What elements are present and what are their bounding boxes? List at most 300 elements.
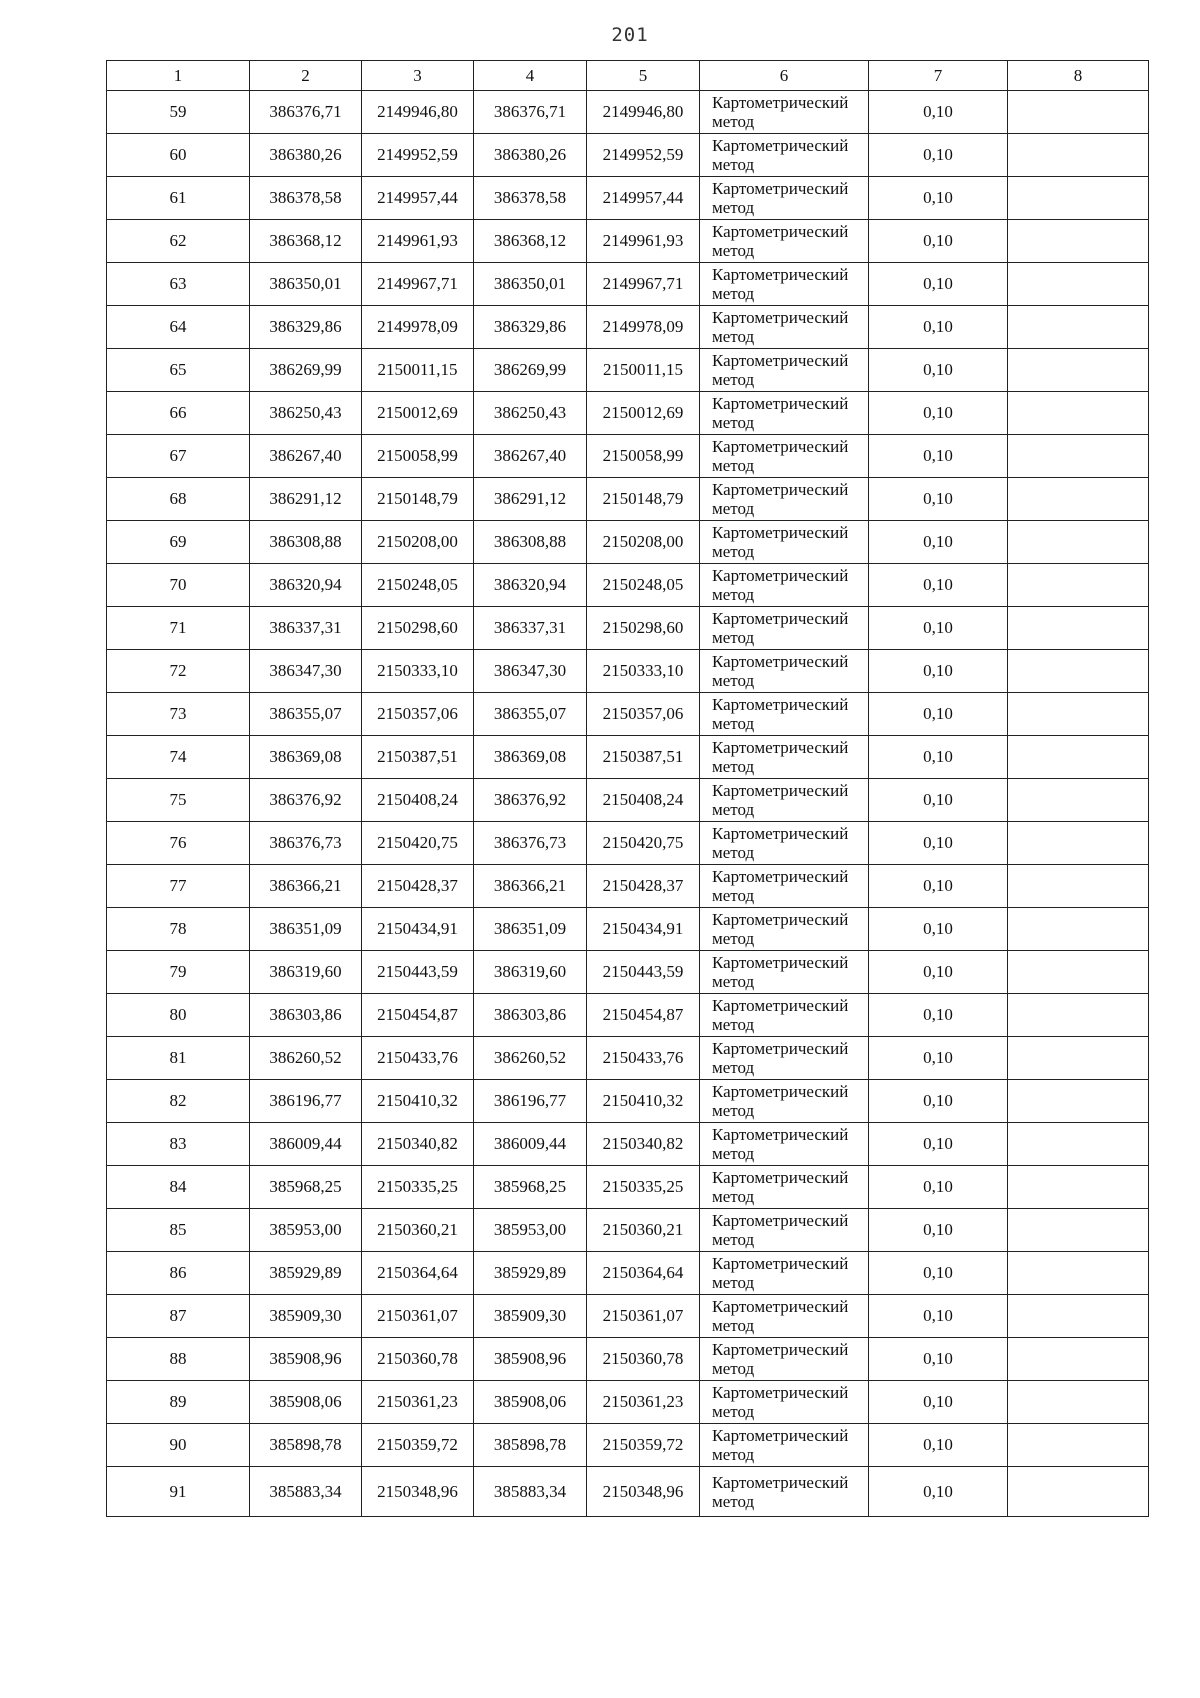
method-line-2: метод bbox=[712, 1101, 755, 1120]
x-coordinate-cell: 386378,58 bbox=[250, 177, 362, 220]
notes-cell bbox=[1008, 1209, 1149, 1252]
y-coordinate-cell: 2150387,51 bbox=[587, 736, 700, 779]
point-number-cell: 84 bbox=[107, 1166, 250, 1209]
table-row bbox=[107, 607, 1149, 650]
method-line-2: метод bbox=[712, 1316, 755, 1335]
point-number-cell: 86 bbox=[107, 1252, 250, 1295]
table-row bbox=[107, 349, 1149, 392]
y-coordinate-cell: 2150248,05 bbox=[362, 564, 474, 607]
method-line-1: Картометрический bbox=[712, 136, 849, 155]
y-coordinate-cell: 2150359,72 bbox=[362, 1424, 474, 1467]
x-coordinate-cell: 386329,86 bbox=[474, 306, 587, 349]
point-number-cell: 91 bbox=[107, 1467, 250, 1517]
y-coordinate-cell: 2150333,10 bbox=[587, 650, 700, 693]
y-coordinate-cell: 2149961,93 bbox=[362, 220, 474, 263]
method-line-1: Картометрический bbox=[712, 566, 849, 585]
x-coordinate-cell: 386319,60 bbox=[250, 951, 362, 994]
y-coordinate-cell: 2150361,07 bbox=[362, 1295, 474, 1338]
notes-cell bbox=[1008, 1467, 1149, 1517]
method-cell bbox=[700, 1209, 869, 1252]
point-number-cell: 62 bbox=[107, 220, 250, 263]
y-coordinate-cell: 2150454,87 bbox=[587, 994, 700, 1037]
point-number-cell: 89 bbox=[107, 1381, 250, 1424]
method-line-1: Картометрический bbox=[712, 1082, 849, 1101]
table-row bbox=[107, 650, 1149, 693]
method-cell bbox=[700, 951, 869, 994]
point-number-cell: 78 bbox=[107, 908, 250, 951]
method-line-2: метод bbox=[712, 1015, 755, 1034]
point-number-cell: 74 bbox=[107, 736, 250, 779]
precision-cell: 0,10 bbox=[869, 1166, 1008, 1209]
x-coordinate-cell: 386368,12 bbox=[250, 220, 362, 263]
method-line-2: метод bbox=[712, 1445, 755, 1464]
precision-cell: 0,10 bbox=[869, 908, 1008, 951]
y-coordinate-cell: 2149967,71 bbox=[362, 263, 474, 306]
x-coordinate-cell: 386376,71 bbox=[474, 91, 587, 134]
method-line-2: метод bbox=[712, 370, 755, 389]
point-number-cell: 65 bbox=[107, 349, 250, 392]
method-line-2: метод bbox=[712, 1230, 755, 1249]
method-cell bbox=[700, 91, 869, 134]
x-coordinate-cell: 386366,21 bbox=[250, 865, 362, 908]
y-coordinate-cell: 2150333,10 bbox=[362, 650, 474, 693]
x-coordinate-cell: 386308,88 bbox=[474, 521, 587, 564]
x-coordinate-cell: 386380,26 bbox=[474, 134, 587, 177]
notes-cell bbox=[1008, 349, 1149, 392]
method-line-1: Картометрический bbox=[712, 351, 849, 370]
method-line-1: Картометрический bbox=[712, 1297, 849, 1316]
y-coordinate-cell: 2150360,78 bbox=[362, 1338, 474, 1381]
point-number-cell: 90 bbox=[107, 1424, 250, 1467]
x-coordinate-cell: 386269,99 bbox=[474, 349, 587, 392]
method-line-2: метод bbox=[712, 757, 755, 776]
notes-cell bbox=[1008, 263, 1149, 306]
point-number-cell: 75 bbox=[107, 779, 250, 822]
method-line-1: Картометрический bbox=[712, 910, 849, 929]
x-coordinate-cell: 385968,25 bbox=[474, 1166, 587, 1209]
point-number-cell: 63 bbox=[107, 263, 250, 306]
x-coordinate-cell: 385909,30 bbox=[474, 1295, 587, 1338]
x-coordinate-cell: 386267,40 bbox=[474, 435, 587, 478]
method-line-1: Картометрический bbox=[712, 652, 849, 671]
table-row bbox=[107, 1424, 1149, 1467]
method-cell bbox=[700, 607, 869, 650]
y-coordinate-cell: 2150248,05 bbox=[587, 564, 700, 607]
notes-cell bbox=[1008, 435, 1149, 478]
table-row bbox=[107, 134, 1149, 177]
notes-cell bbox=[1008, 392, 1149, 435]
notes-cell bbox=[1008, 177, 1149, 220]
y-coordinate-cell: 2150335,25 bbox=[587, 1166, 700, 1209]
y-coordinate-cell: 2150012,69 bbox=[362, 392, 474, 435]
method-line-1: Картометрический bbox=[712, 781, 849, 800]
x-coordinate-cell: 386250,43 bbox=[474, 392, 587, 435]
precision-cell: 0,10 bbox=[869, 693, 1008, 736]
precision-cell: 0,10 bbox=[869, 1080, 1008, 1123]
table-row bbox=[107, 306, 1149, 349]
table-row bbox=[107, 263, 1149, 306]
x-coordinate-cell: 386380,26 bbox=[250, 134, 362, 177]
y-coordinate-cell: 2149952,59 bbox=[362, 134, 474, 177]
point-number-cell: 80 bbox=[107, 994, 250, 1037]
precision-cell: 0,10 bbox=[869, 263, 1008, 306]
point-number-cell: 66 bbox=[107, 392, 250, 435]
method-line-1: Картометрический bbox=[712, 609, 849, 628]
x-coordinate-cell: 386260,52 bbox=[474, 1037, 587, 1080]
method-cell bbox=[700, 306, 869, 349]
column-header: 5 bbox=[587, 61, 700, 91]
notes-cell bbox=[1008, 908, 1149, 951]
x-coordinate-cell: 386303,86 bbox=[474, 994, 587, 1037]
precision-cell: 0,10 bbox=[869, 779, 1008, 822]
x-coordinate-cell: 386369,08 bbox=[474, 736, 587, 779]
precision-cell: 0,10 bbox=[869, 1424, 1008, 1467]
method-line-1: Картометрический bbox=[712, 308, 849, 327]
y-coordinate-cell: 2150011,15 bbox=[362, 349, 474, 392]
x-coordinate-cell: 386355,07 bbox=[250, 693, 362, 736]
method-line-1: Картометрический bbox=[712, 1383, 849, 1402]
method-cell bbox=[700, 736, 869, 779]
method-line-2: метод bbox=[712, 972, 755, 991]
table-row bbox=[107, 1209, 1149, 1252]
point-number-cell: 72 bbox=[107, 650, 250, 693]
y-coordinate-cell: 2150360,21 bbox=[362, 1209, 474, 1252]
table-row bbox=[107, 779, 1149, 822]
x-coordinate-cell: 386303,86 bbox=[250, 994, 362, 1037]
point-number-cell: 71 bbox=[107, 607, 250, 650]
notes-cell bbox=[1008, 779, 1149, 822]
x-coordinate-cell: 386376,73 bbox=[474, 822, 587, 865]
method-line-1: Картометрический bbox=[712, 867, 849, 886]
y-coordinate-cell: 2150208,00 bbox=[362, 521, 474, 564]
x-coordinate-cell: 385929,89 bbox=[250, 1252, 362, 1295]
table-row bbox=[107, 1338, 1149, 1381]
point-number-cell: 73 bbox=[107, 693, 250, 736]
method-line-1: Картометрический bbox=[712, 1472, 849, 1492]
method-cell bbox=[700, 349, 869, 392]
precision-cell: 0,10 bbox=[869, 736, 1008, 779]
precision-cell: 0,10 bbox=[869, 478, 1008, 521]
method-line-1: Картометрический bbox=[712, 1211, 849, 1230]
y-coordinate-cell: 2150434,91 bbox=[362, 908, 474, 951]
precision-cell: 0,10 bbox=[869, 607, 1008, 650]
method-line-1: Картометрический bbox=[712, 1125, 849, 1144]
x-coordinate-cell: 386351,09 bbox=[250, 908, 362, 951]
table-header-row bbox=[107, 61, 1149, 91]
table-row bbox=[107, 1381, 1149, 1424]
notes-cell bbox=[1008, 1166, 1149, 1209]
x-coordinate-cell: 385909,30 bbox=[250, 1295, 362, 1338]
method-line-2: метод bbox=[712, 155, 755, 174]
method-line-2: метод bbox=[712, 585, 755, 604]
method-line-1: Картометрический bbox=[712, 93, 849, 112]
method-line-2: метод bbox=[712, 1058, 755, 1077]
x-coordinate-cell: 386347,30 bbox=[250, 650, 362, 693]
point-number-cell: 87 bbox=[107, 1295, 250, 1338]
method-line-2: метод bbox=[712, 499, 755, 518]
method-cell bbox=[700, 564, 869, 607]
x-coordinate-cell: 386376,92 bbox=[250, 779, 362, 822]
x-coordinate-cell: 386196,77 bbox=[250, 1080, 362, 1123]
y-coordinate-cell: 2150335,25 bbox=[362, 1166, 474, 1209]
x-coordinate-cell: 386269,99 bbox=[250, 349, 362, 392]
column-header: 8 bbox=[1008, 61, 1149, 91]
precision-cell: 0,10 bbox=[869, 177, 1008, 220]
x-coordinate-cell: 386250,43 bbox=[250, 392, 362, 435]
y-coordinate-cell: 2150340,82 bbox=[362, 1123, 474, 1166]
table-row bbox=[107, 736, 1149, 779]
precision-cell: 0,10 bbox=[869, 435, 1008, 478]
x-coordinate-cell: 386291,12 bbox=[250, 478, 362, 521]
precision-cell: 0,10 bbox=[869, 306, 1008, 349]
method-line-2: метод bbox=[712, 112, 755, 131]
method-cell bbox=[700, 693, 869, 736]
x-coordinate-cell: 386337,31 bbox=[474, 607, 587, 650]
precision-cell: 0,10 bbox=[869, 1381, 1008, 1424]
column-header: 2 bbox=[250, 61, 362, 91]
x-coordinate-cell: 386369,08 bbox=[250, 736, 362, 779]
point-number-cell: 68 bbox=[107, 478, 250, 521]
precision-cell: 0,10 bbox=[869, 865, 1008, 908]
table-row bbox=[107, 1252, 1149, 1295]
x-coordinate-cell: 386196,77 bbox=[474, 1080, 587, 1123]
y-coordinate-cell: 2150011,15 bbox=[587, 349, 700, 392]
x-coordinate-cell: 386366,21 bbox=[474, 865, 587, 908]
table-row bbox=[107, 478, 1149, 521]
y-coordinate-cell: 2150410,32 bbox=[587, 1080, 700, 1123]
method-line-1: Картометрический bbox=[712, 1168, 849, 1187]
method-line-1: Картометрический bbox=[712, 996, 849, 1015]
y-coordinate-cell: 2150298,60 bbox=[362, 607, 474, 650]
x-coordinate-cell: 386350,01 bbox=[250, 263, 362, 306]
y-coordinate-cell: 2150359,72 bbox=[587, 1424, 700, 1467]
x-coordinate-cell: 386320,94 bbox=[250, 564, 362, 607]
method-line-2: метод bbox=[712, 886, 755, 905]
method-cell bbox=[700, 908, 869, 951]
y-coordinate-cell: 2150360,78 bbox=[587, 1338, 700, 1381]
method-cell bbox=[700, 478, 869, 521]
precision-cell: 0,10 bbox=[869, 349, 1008, 392]
x-coordinate-cell: 386009,44 bbox=[250, 1123, 362, 1166]
y-coordinate-cell: 2150387,51 bbox=[362, 736, 474, 779]
y-coordinate-cell: 2150148,79 bbox=[587, 478, 700, 521]
precision-cell: 0,10 bbox=[869, 220, 1008, 263]
method-cell bbox=[700, 435, 869, 478]
notes-cell bbox=[1008, 134, 1149, 177]
x-coordinate-cell: 385968,25 bbox=[250, 1166, 362, 1209]
y-coordinate-cell: 2150443,59 bbox=[587, 951, 700, 994]
x-coordinate-cell: 385898,78 bbox=[250, 1424, 362, 1467]
method-cell bbox=[700, 392, 869, 435]
point-number-cell: 82 bbox=[107, 1080, 250, 1123]
method-cell bbox=[700, 1424, 869, 1467]
table-row bbox=[107, 865, 1149, 908]
y-coordinate-cell: 2150408,24 bbox=[362, 779, 474, 822]
method-cell bbox=[700, 822, 869, 865]
y-coordinate-cell: 2150428,37 bbox=[587, 865, 700, 908]
notes-cell bbox=[1008, 736, 1149, 779]
method-line-2: метод bbox=[712, 327, 755, 346]
x-coordinate-cell: 386337,31 bbox=[250, 607, 362, 650]
method-line-2: метод bbox=[712, 1187, 755, 1206]
y-coordinate-cell: 2150410,32 bbox=[362, 1080, 474, 1123]
precision-cell: 0,10 bbox=[869, 1295, 1008, 1338]
table-row bbox=[107, 1080, 1149, 1123]
x-coordinate-cell: 385953,00 bbox=[250, 1209, 362, 1252]
y-coordinate-cell: 2150058,99 bbox=[587, 435, 700, 478]
x-coordinate-cell: 386319,60 bbox=[474, 951, 587, 994]
method-line-1: Картометрический bbox=[712, 437, 849, 456]
y-coordinate-cell: 2149957,44 bbox=[587, 177, 700, 220]
y-coordinate-cell: 2150420,75 bbox=[362, 822, 474, 865]
notes-cell bbox=[1008, 1080, 1149, 1123]
notes-cell bbox=[1008, 1381, 1149, 1424]
point-number-cell: 60 bbox=[107, 134, 250, 177]
point-number-cell: 64 bbox=[107, 306, 250, 349]
y-coordinate-cell: 2150428,37 bbox=[362, 865, 474, 908]
precision-cell: 0,10 bbox=[869, 1037, 1008, 1080]
precision-cell: 0,10 bbox=[869, 521, 1008, 564]
y-coordinate-cell: 2150348,96 bbox=[587, 1467, 700, 1517]
y-coordinate-cell: 2150433,76 bbox=[362, 1037, 474, 1080]
x-coordinate-cell: 386376,73 bbox=[250, 822, 362, 865]
y-coordinate-cell: 2150443,59 bbox=[362, 951, 474, 994]
table-row bbox=[107, 564, 1149, 607]
x-coordinate-cell: 385908,96 bbox=[250, 1338, 362, 1381]
x-coordinate-cell: 385883,34 bbox=[250, 1467, 362, 1517]
method-line-2: метод bbox=[712, 1144, 755, 1163]
notes-cell bbox=[1008, 951, 1149, 994]
method-line-2: метод bbox=[712, 1491, 755, 1511]
method-cell bbox=[700, 263, 869, 306]
y-coordinate-cell: 2150357,06 bbox=[362, 693, 474, 736]
table-row bbox=[107, 1166, 1149, 1209]
precision-cell: 0,10 bbox=[869, 392, 1008, 435]
point-number-cell: 81 bbox=[107, 1037, 250, 1080]
y-coordinate-cell: 2150058,99 bbox=[362, 435, 474, 478]
method-cell bbox=[700, 779, 869, 822]
x-coordinate-cell: 386320,94 bbox=[474, 564, 587, 607]
method-line-1: Картометрический bbox=[712, 179, 849, 198]
x-coordinate-cell: 385883,34 bbox=[474, 1467, 587, 1517]
method-cell bbox=[700, 1381, 869, 1424]
table-row bbox=[107, 908, 1149, 951]
x-coordinate-cell: 385929,89 bbox=[474, 1252, 587, 1295]
y-coordinate-cell: 2149978,09 bbox=[587, 306, 700, 349]
table-row bbox=[107, 177, 1149, 220]
method-line-1: Картометрический bbox=[712, 394, 849, 413]
column-header: 3 bbox=[362, 61, 474, 91]
method-line-1: Картометрический bbox=[712, 1426, 849, 1445]
table-row bbox=[107, 91, 1149, 134]
method-cell bbox=[700, 1166, 869, 1209]
precision-cell: 0,10 bbox=[869, 1338, 1008, 1381]
precision-cell: 0,10 bbox=[869, 564, 1008, 607]
point-number-cell: 83 bbox=[107, 1123, 250, 1166]
notes-cell bbox=[1008, 650, 1149, 693]
y-coordinate-cell: 2149957,44 bbox=[362, 177, 474, 220]
table-row bbox=[107, 435, 1149, 478]
notes-cell bbox=[1008, 521, 1149, 564]
method-line-2: метод bbox=[712, 413, 755, 432]
method-line-2: метод bbox=[712, 1402, 755, 1421]
x-coordinate-cell: 385953,00 bbox=[474, 1209, 587, 1252]
y-coordinate-cell: 2150433,76 bbox=[587, 1037, 700, 1080]
method-cell bbox=[700, 1252, 869, 1295]
x-coordinate-cell: 386376,92 bbox=[474, 779, 587, 822]
y-coordinate-cell: 2150454,87 bbox=[362, 994, 474, 1037]
y-coordinate-cell: 2150361,07 bbox=[587, 1295, 700, 1338]
x-coordinate-cell: 386355,07 bbox=[474, 693, 587, 736]
method-line-1: Картометрический bbox=[712, 523, 849, 542]
precision-cell: 0,10 bbox=[869, 650, 1008, 693]
notes-cell bbox=[1008, 1295, 1149, 1338]
precision-cell: 0,10 bbox=[869, 1123, 1008, 1166]
notes-cell bbox=[1008, 1252, 1149, 1295]
notes-cell bbox=[1008, 1338, 1149, 1381]
point-number-cell: 77 bbox=[107, 865, 250, 908]
method-line-2: метод bbox=[712, 671, 755, 690]
table-row bbox=[107, 1037, 1149, 1080]
method-cell bbox=[700, 1080, 869, 1123]
page-number: 201 bbox=[611, 24, 649, 46]
x-coordinate-cell: 385908,96 bbox=[474, 1338, 587, 1381]
method-cell bbox=[700, 1467, 869, 1517]
table-row bbox=[107, 392, 1149, 435]
notes-cell bbox=[1008, 822, 1149, 865]
y-coordinate-cell: 2150298,60 bbox=[587, 607, 700, 650]
notes-cell bbox=[1008, 607, 1149, 650]
table-row bbox=[107, 693, 1149, 736]
y-coordinate-cell: 2149952,59 bbox=[587, 134, 700, 177]
y-coordinate-cell: 2150408,24 bbox=[587, 779, 700, 822]
method-cell bbox=[700, 994, 869, 1037]
x-coordinate-cell: 386368,12 bbox=[474, 220, 587, 263]
point-number-cell: 67 bbox=[107, 435, 250, 478]
method-line-2: метод bbox=[712, 929, 755, 948]
x-coordinate-cell: 386267,40 bbox=[250, 435, 362, 478]
method-line-2: метод bbox=[712, 628, 755, 647]
method-line-1: Картометрический bbox=[712, 953, 849, 972]
x-coordinate-cell: 386260,52 bbox=[250, 1037, 362, 1080]
x-coordinate-cell: 386009,44 bbox=[474, 1123, 587, 1166]
method-line-2: метод bbox=[712, 800, 755, 819]
method-line-1: Картометрический bbox=[712, 738, 849, 757]
point-number-cell: 79 bbox=[107, 951, 250, 994]
y-coordinate-cell: 2149946,80 bbox=[362, 91, 474, 134]
method-cell bbox=[700, 650, 869, 693]
column-header: 1 bbox=[107, 61, 250, 91]
table-row bbox=[107, 822, 1149, 865]
precision-cell: 0,10 bbox=[869, 1252, 1008, 1295]
y-coordinate-cell: 2149961,93 bbox=[587, 220, 700, 263]
notes-cell bbox=[1008, 478, 1149, 521]
method-cell bbox=[700, 865, 869, 908]
method-cell bbox=[700, 220, 869, 263]
method-cell bbox=[700, 521, 869, 564]
x-coordinate-cell: 385898,78 bbox=[474, 1424, 587, 1467]
method-line-2: метод bbox=[712, 714, 755, 733]
notes-cell bbox=[1008, 1123, 1149, 1166]
y-coordinate-cell: 2150348,96 bbox=[362, 1467, 474, 1517]
precision-cell: 0,10 bbox=[869, 91, 1008, 134]
method-line-2: метод bbox=[712, 456, 755, 475]
precision-cell: 0,10 bbox=[869, 1209, 1008, 1252]
precision-cell: 0,10 bbox=[869, 994, 1008, 1037]
x-coordinate-cell: 386376,71 bbox=[250, 91, 362, 134]
table-row bbox=[107, 994, 1149, 1037]
y-coordinate-cell: 2149978,09 bbox=[362, 306, 474, 349]
